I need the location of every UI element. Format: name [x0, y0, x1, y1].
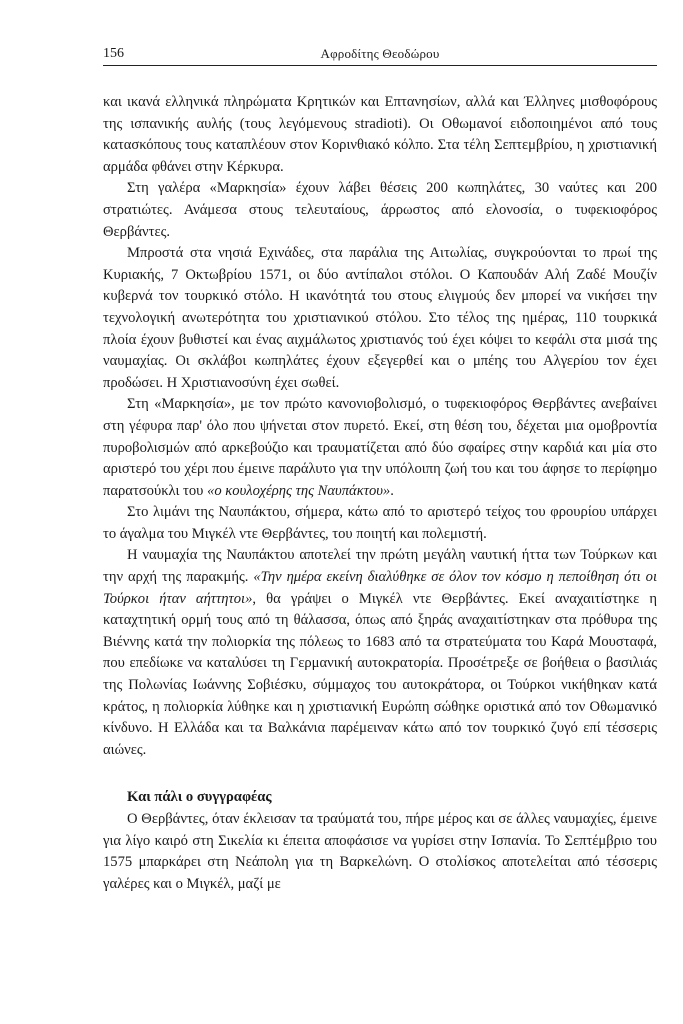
- page-number: 156: [103, 46, 124, 61]
- nickname-quote: «ο κουλοχέρης της Ναυπάκτου»: [207, 482, 391, 499]
- paragraph-5: Στο λιμάνι της Ναυπάκτου, σήμερα, κάτω από το αριστερό τείχος του φρουρίου υπάρχει το άγαλμα του Μιγκέλ ντε Θερβάντες, του ποιητή και πολεμιστή.: [103, 504, 657, 542]
- paragraph-6-rest: , θα γράψει ο Μιγκέλ ντε Θερβάντες. Εκεί αναχαιτίστηκε η καταχτητική ορμή τους από τη θάλασσα, όπως από ξηράς αναχαιτίστηκαν στα πρόθυρα της Βιέννης κατά την πολιορκία της πόλεως το 1683 από τα στρατεύματα του Καρά Μουσταφά, που επεδίωκε να καταλύσει τη Γερμανική αυτοκρατορία. Προσέτρεξε σε βοήθεια ο βασιλιάς της Πολωνίας Ιωάννης Σοβιέσκυ, σύμμαχος του αυτοκράτορα, οι Τούρκοι νικήθηκαν κατά κράτος, η πολιορκία λύθηκε και η χριστιανική Ευρώπη σώθηκε οριστικά από τον Οθωμανικό κίνδυνο. Η Ελλάδα και τα Βαλκάνια παρέμειναν κάτω από τον τουρκικό ζυγό επί τέσσερις αιώνες.: [103, 590, 657, 758]
- paragraph-2: Στη γαλέρα «Μαρκησία» έχουν λάβει θέσεις 200 κωπηλάτες, 30 ναύτες και 200 στρατιώτες. Ανάμεσα στους τελευταίους, άρρωστος από ελονοσία, ο τυφεκιοφόρος Θερβάντες.: [103, 180, 657, 240]
- paragraph-6-text: Η ναυμαχία της Ναυπάκτου αποτελεί την πρώτη μεγάλη ναυτική ήττα των Τούρκων και την αρχή της παρακμής.: [103, 547, 657, 586]
- book-page: [103, 44, 657, 895]
- running-head: [103, 44, 657, 64]
- cervantes-quote: «Την ημέρα εκείνη διαλύθηκε σε όλον τον κόσμο η πεποίθηση ότι οι Τούρκοι ήταν αήττητοι»: [103, 569, 657, 607]
- paragraph-4: [103, 394, 657, 502]
- paragraph-4-text: Στη «Μαρκησία», με τον πρώτο κανονιοβολισμό, ο τυφεκιοφόρος Θερβάντες ανεβαίνει στη γέφυρα παρ' όλο που ψήνεται στον πυρετό. Εκεί, στη θέση του, δέχεται μια ομοβροντία πυροβολισμών από αρκεβούζιο και τραυματίζεται από δύο σφαίρες στην καρδιά και μία στο αριστερό του χέρι που έμεινε παράλυτο για την υπόλοιπη ζωή του και του άφησε το περίφημο παρατσούκλι του: [103, 396, 657, 499]
- paragraph-3: Μπροστά στα νησιά Εχινάδες, στα παράλια της Αιτωλίας, συγκρούονται το πρωί της Κυριακής, 7 Οκτωβρίου 1571, οι δύο αντίπαλοι στόλοι. Ο Καπουδάν Αλή Ζαδέ Μουζίν κυβερνά τον τουρκικό στόλο. Η ικανότητά του στους ελιγμούς δεν μπορεί να νικήσει την τεχνολογική ανωτερότητα του χριστιανικού στόλου. Στο τέλος της ημέρας, 110 τουρκικά πλοία έχουν βυθιστεί και ένας αιχμάλωτος χριστιανός τού έχει κόψει το κεφάλι στα μισά της ναυμαχίας. Οι σκλάβοι κωπηλάτες έχουν εξεγερθεί και ο μπέης του Αλγερίου τον έχει προδώσει. Η Χριστιανοσύνη έχει σωθεί.: [103, 245, 657, 391]
- paragraph-4-end: .: [390, 482, 394, 499]
- section-heading: Και πάλι ο συγγραφέας: [127, 789, 272, 806]
- paragraph-6: [103, 545, 657, 761]
- body-text: [103, 92, 657, 895]
- paragraph-1: και ικανά ελληνικά πληρώματα Κρητικών και Επτανησίων, αλλά και Έλληνες μισθοφόρους της ισπανικής αυλής (τους λεγόμενους stradioti). Οι Οθωμανοί ειδοποιημένοι από τους κατασκόπους τους καταπλέουν στον Κορινθιακό κόλπο. Στα τέλη Σεπτεμβρίου, η χριστιανική αρμάδα φθάνει στην Κέρκυρα.: [103, 94, 657, 175]
- running-title: Αφροδίτης Θεοδώρου: [320, 46, 440, 61]
- section-paragraph: Ο Θερβάντες, όταν έκλεισαν τα τραύματά του, πήρε μέρος και σε άλλες ναυμαχίες, έμεινε για λίγο καιρό στη Σικελία κι έπειτα αποφάσισε να γυρίσει στην Ισπανία. Το Σεπτέμβριο του 1575 μπαρκάρει στη Νεάπολη για τη Βαρκελώνη. Ο στολίσκος αποτελείται από τέσσερις γαλέρες και ο Μιγκέλ, μαζί με: [103, 811, 657, 892]
- header-rule: [103, 65, 657, 66]
